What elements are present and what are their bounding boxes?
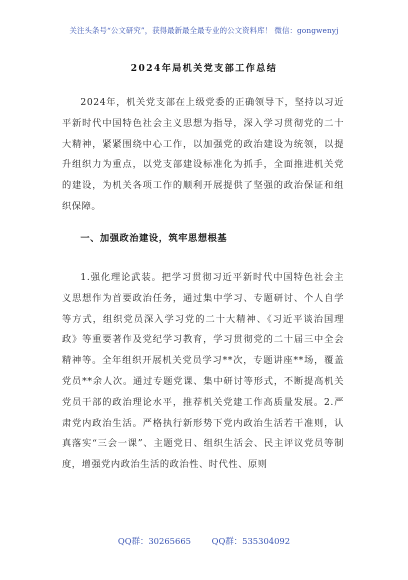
footer [0, 535, 408, 547]
header-notice: 关注头条号“公文研究”，获得最新最全最专业的公文资料库！ 微信：gongwenyj [69, 26, 339, 35]
section-body-paragraph: 1.强化理论武装。把学习贯彻习近平新时代中国特色社会主义思想作为首要政治任务，通过集中学习、专题研讨、个人自学等方式，组织党员深入学习党的二十大精神、《习近平谈治国理政》等重要著作及党纪学习教育，学习贯彻党的二十届三中全会精神等。全年组织开展机关党员学习**次，专题讲座**场，覆盖党员**余人次。通过专题党课、集中研讨等形式，不断提高机关党员干部的政治理论水平，推荐机关党建工作高质量发展。2.严肃党内政治生活。严格执行新形势下党内政治生活若干准则，认真落实“三会一课”、主题党日、组织生活会、民主评议党员等制度，增强党内政治生活的政治性、时代性、原则 [62, 272, 344, 471]
footer-qq-group-2: QQ群：535304092 [211, 536, 291, 546]
footer-qq-group-1: QQ群：30265665 [117, 536, 191, 546]
document-title: 2024年局机关党支部工作总结 [130, 64, 278, 74]
intro-paragraph: 2024年，机关党支部在上级党委的正确领导下，坚持以习近平新时代中国特色社会主义思想为指导，深入学习贯彻党的二十大精神，紧紧围绕中心工作，以加强党的政治建设为统领，以提升组织力为重点，以党支部建设标准化为抓手，全面推进机关党的建设，为机关各项工作的顺利开展提供了坚强的政治保证和组织保障。 [62, 97, 344, 212]
section-heading: 一、加强政治建设，筑牢思想根基 [80, 233, 228, 244]
